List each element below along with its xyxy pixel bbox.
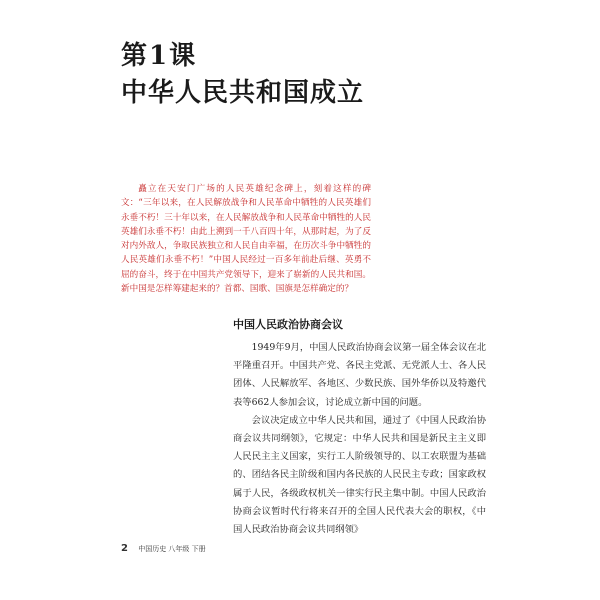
lesson-title: 中华人民共和国成立 [121, 78, 365, 108]
intro-passage [121, 182, 371, 296]
book-title: 中国历史 八年级 下册 [138, 545, 206, 553]
lesson-number: 第1课 [121, 41, 198, 71]
section-body [233, 339, 486, 539]
intro-paragraph: 矗立在天安门广场的人民英雄纪念碑上，刻着这样的碑文：“三年以来，在人民解放战争和人民革命中牺牲的人民英雄们永垂不朽！三十年以来，在人民解放战争和人民革命中牺牲的人民英雄们永垂不朽！由此上溯到一千八百四十年，从那时起，为了反对内外敌人，争取民族独立和人民自由幸福，在历次斗争中牺牲的人民英雄们永垂不朽！”中国人民经过一百多年前赴后继、英勇不屈的奋斗，终于在中国共产党领导下，迎来了崭新的人民共和国。新中国是怎样筹建起来的？首都、国歌、国旗是怎样确定的？ [121, 184, 371, 295]
body-paragraph-2: 会议决定成立中华人民共和国，通过了《中国人民政治协商会议共同纲领》，它规定：中华人民共和国是新民主主义即人民民主主义国家，实行工人阶级领导的、以工农联盟为基础的、团结各民主阶级和国内各民族的人民民主专政；国家政权属于人民，各级政权机关一律实行民主集中制。中国人民政治协商会议暂时代行将来召开的全国人民代表大会的职权，《中国人民政治协商会议共同纲领》 [233, 414, 486, 536]
body-paragraph-1: 1949年9月，中国人民政治协商会议第一届全体会议在北平隆重召开。中国共产党、各民主党派、无党派人士、各人民团体、人民解放军、各地区、少数民族、国外华侨以及特邀代表等662人参加会议，讨论成立新中国的问题。 [233, 342, 486, 408]
page-footer [121, 543, 206, 555]
page-number: 2 [121, 543, 128, 554]
section-heading: 中国人民政治协商会议 [233, 318, 343, 331]
